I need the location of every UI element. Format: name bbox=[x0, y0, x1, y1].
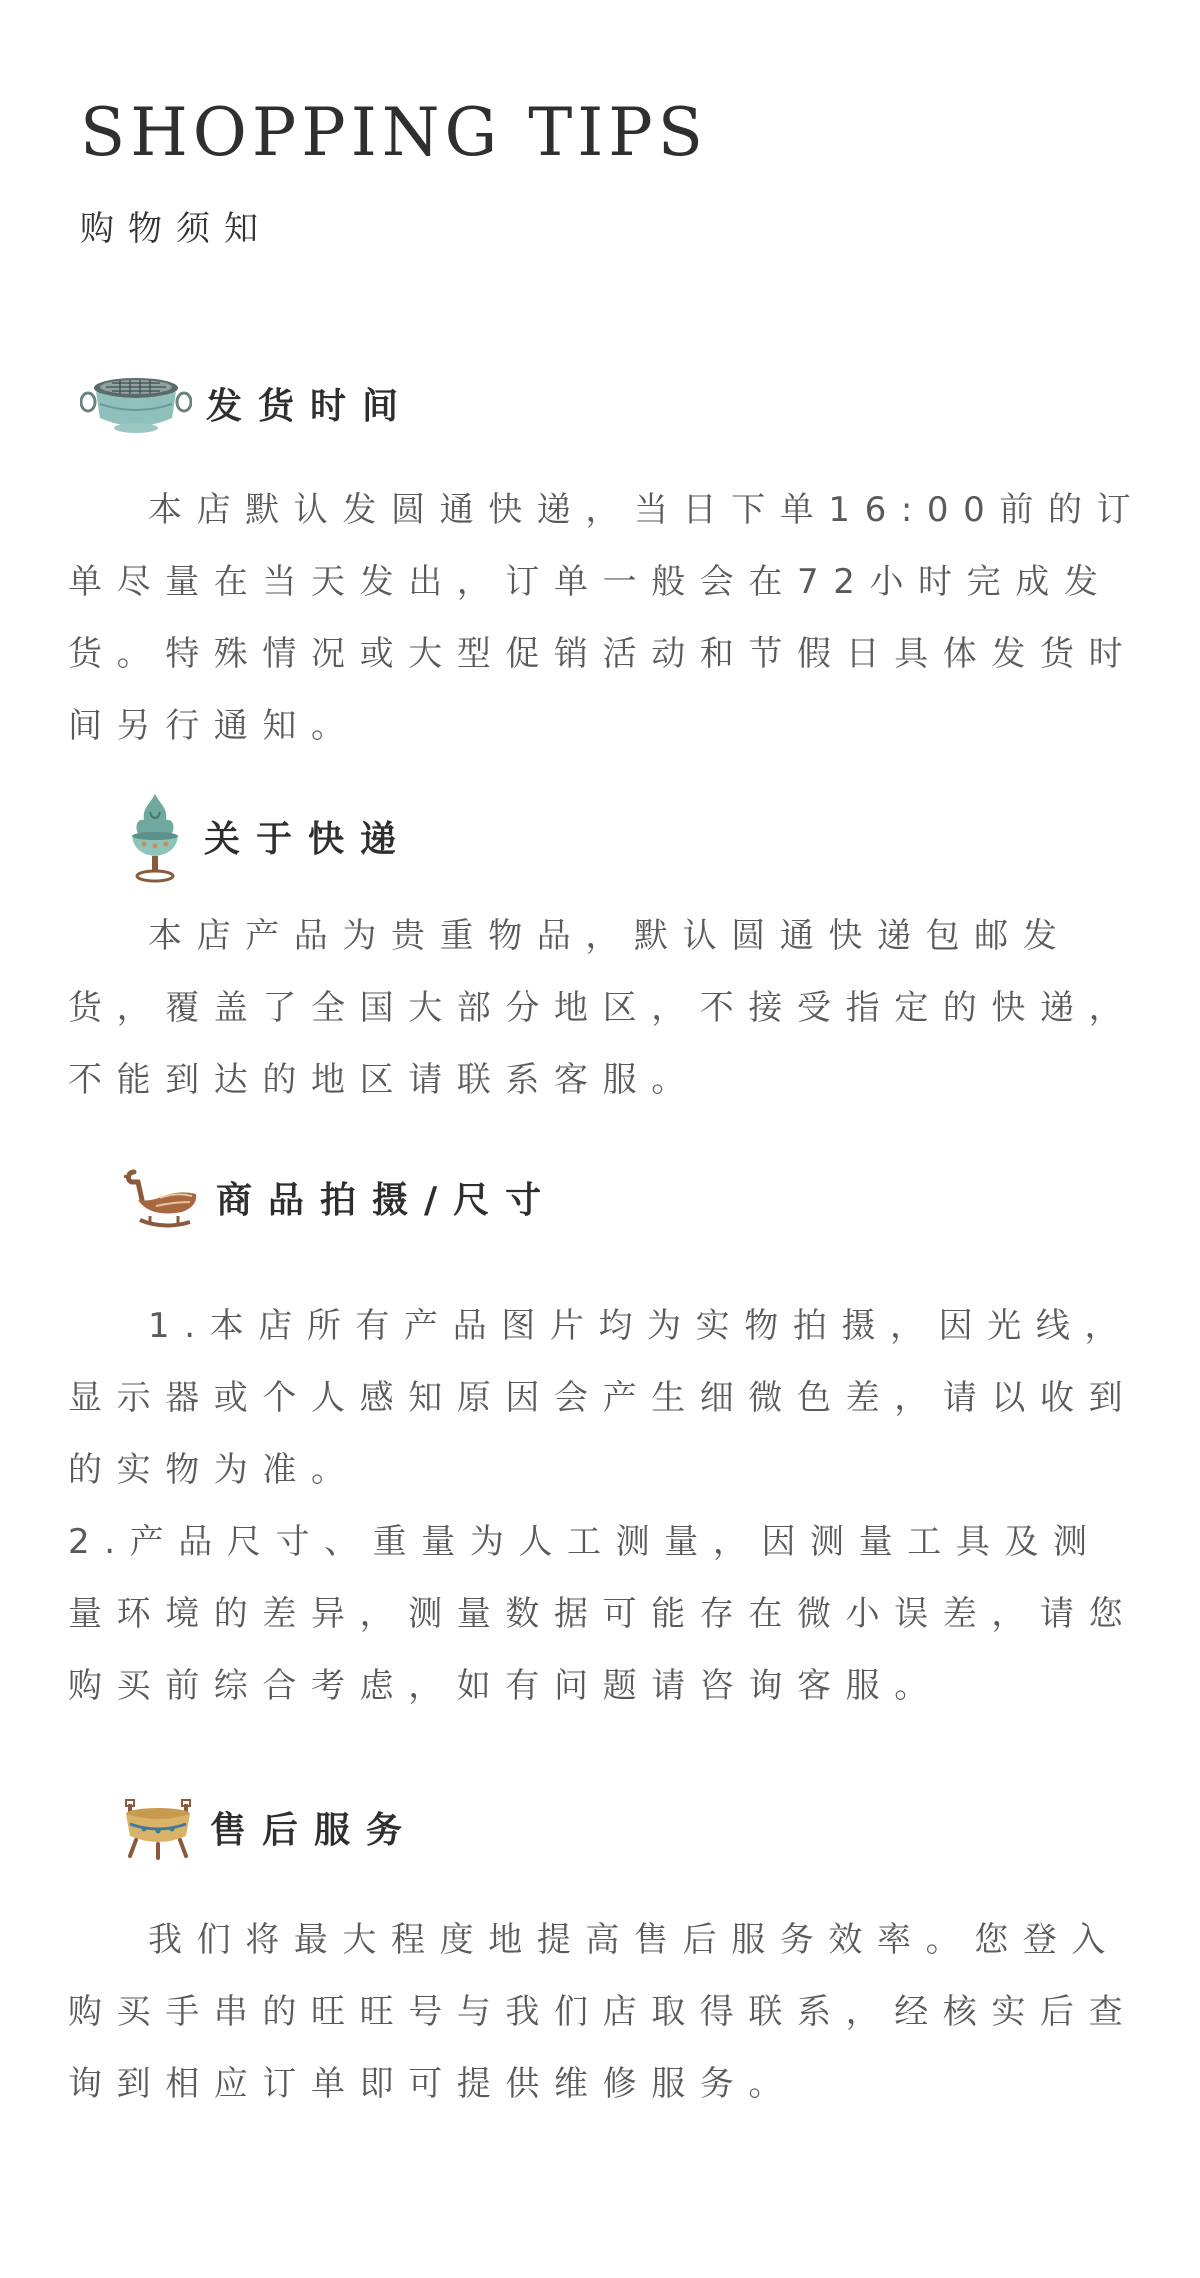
section-title-express: 关于快递 bbox=[204, 819, 413, 860]
section-header-shipping-time bbox=[80, 374, 414, 440]
shipping-time-paragraph: 本店默认发圆通快递，当日下单16:00前的订单尽量在当天发出，订单一般会在72小时完成发货。特殊情况或大型促销活动和节假日具体发货时间另行通知。 bbox=[68, 490, 1146, 746]
section-header-after-sales bbox=[120, 1796, 418, 1866]
brazier-icon bbox=[80, 374, 192, 440]
section-header-express bbox=[120, 790, 412, 890]
photo-size-paragraph-1: 1.本店所有产品图片均为实物拍摄，因光线，显示器或个人感知原因会产生细微色差，请以收到的实物为准。 bbox=[68, 1306, 1138, 1490]
section-title-photo-size: 商品拍摄/尺寸 bbox=[216, 1180, 558, 1221]
section-header-photo-size bbox=[120, 1166, 557, 1236]
photo-size-paragraph-2: 2.产品尺寸、重量为人工测量，因测量工具及测量环境的差异，测量数据可能存在微小误差，请您购买前综合考虑，如有问题请咨询客服。 bbox=[68, 1522, 1138, 1706]
incense-burner-icon bbox=[120, 790, 190, 890]
page-title-cn: 购物须知 bbox=[80, 209, 272, 249]
express-paragraph: 本店产品为贵重物品，默认圆通快递包邮发货，覆盖了全国大部分地区，不接受指定的快递，不能到达的地区请联系客服。 bbox=[68, 916, 1138, 1100]
after-sales-paragraph: 我们将最大程度地提高售后服务效率。您登入购买手串的旺旺号与我们店取得联系，经核实后查询到相应订单即可提供维修服务。 bbox=[68, 1920, 1138, 2104]
section-title-shipping-time: 发货时间 bbox=[206, 386, 415, 427]
duck-vessel-icon bbox=[120, 1166, 202, 1236]
page-title-en: SHOPPING TIPS bbox=[80, 94, 708, 171]
section-title-after-sales: 售后服务 bbox=[210, 1810, 419, 1851]
tripod-censer-icon bbox=[120, 1796, 196, 1866]
